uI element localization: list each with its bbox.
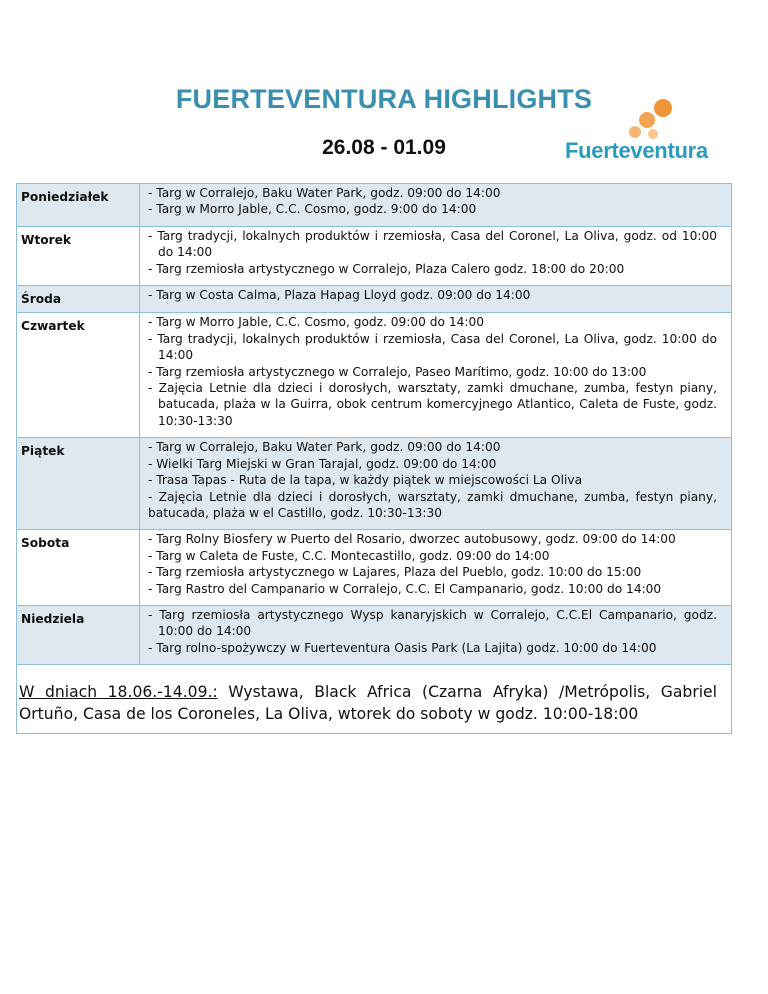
event-item: - Targ rzemiosła artystycznego w Corralejo, Paseo Marítimo, godz. 10:00 do 13:00 (148, 364, 647, 379)
weekly-schedule (16, 183, 732, 734)
event-item: - Targ Rastro del Campanario w Corralejo, C.C. El Campanario, godz. 10:00 do 14:00 (148, 581, 662, 596)
event-item: - Targ Rolny Biosfery w Puerto del Rosario, dworzec autobusowy, godz. 09:00 do 14:00 (148, 532, 676, 547)
event-item: - Targ tradycji, lokalnych produktów i rzemiosła, Casa del Coronel, La Oliva, godz. 10:00 do 14:00 (148, 331, 717, 363)
day-name: Wtorek (17, 226, 140, 285)
event-item: - Targ rzemiosła artystycznego Wysp kanaryjskich w Corralejo, C.C.El Campanario, godz. 10:00 do 14:00 (148, 607, 717, 639)
day-name: Niedziela (17, 605, 140, 664)
day-row (17, 530, 732, 606)
logo-wordmark: Fuerteventura (565, 138, 708, 163)
event-item: - Zajęcia Letnie dla dzieci i dorosłych, warsztaty, zamki dmuchane, zumba, festyn piany, batucada, plaża w el Castillo, godz. 10:30-13:30 (148, 489, 717, 520)
logo-dots-icon (623, 96, 679, 142)
day-name: Czwartek (17, 313, 140, 438)
exhibition-dates: W dniach 18.06.-14.09.: (19, 683, 218, 702)
day-events (140, 184, 732, 227)
day-events (140, 605, 732, 664)
event-item: - Zajęcia Letnie dla dzieci i dorosłych, warsztaty, zamki dmuchane, zumba, festyn piany, batucada, plaża w la Guirra, obok centrum komercyjnego Atlantico, Caleta de Fuste, godz. 10:30-13:30 (148, 381, 717, 428)
exhibition-note (17, 665, 732, 734)
day-row (17, 286, 732, 313)
event-item: - Targ w Caleta de Fuste, C.C. Montecastillo, godz. 09:00 do 14:00 (148, 548, 550, 563)
event-item: - Targ rzemiosła artystycznego w Corralejo, Plaza Calero godz. 18:00 do 20:00 (148, 261, 625, 276)
day-row (17, 438, 732, 530)
day-row (17, 226, 732, 285)
date-range: 26.08 - 01.09 (322, 136, 446, 159)
day-row (17, 313, 732, 438)
event-item: - Targ w Corralejo, Baku Water Park, godz. 09:00 do 14:00 (148, 440, 501, 455)
day-row (17, 184, 732, 227)
page-title: FUERTEVENTURA HIGHLIGHTS (175, 84, 593, 114)
day-name: Poniedziałek (17, 184, 140, 227)
day-name: Sobota (17, 530, 140, 606)
event-item: - Targ tradycji, lokalnych produktów i rzemiosła, Casa del Coronel, La Oliva, godz. od 10:00 do 14:00 (148, 228, 717, 260)
day-events (140, 226, 732, 285)
event-item: - Targ rolno-spożywczy w Fuerteventura Oasis Park (La Lajita) godz. 10:00 do 14:00 (148, 640, 657, 655)
event-item: - Targ w Costa Calma, Plaza Hapag Lloyd godz. 09:00 do 14:00 (148, 288, 531, 303)
day-name: Piątek (17, 438, 140, 530)
event-item: - Targ rzemiosła artystycznego w Lajares, Plaza del Pueblo, godz. 10:00 do 15:00 (148, 565, 642, 580)
day-name: Środa (17, 286, 140, 313)
exhibition-text: Wystawa, Black Africa (Czarna Afryka) /Metrópolis, Gabriel Ortuño, Casa de los Coroneles, La Oliva, wtorek do soboty w godz. 10:00-18:00 (19, 683, 717, 724)
event-item: - Targ w Corralejo, Baku Water Park, godz. 09:00 do 14:00 (148, 186, 501, 200)
event-item: - Targ w Morro Jable, C.C. Cosmo, godz. 9:00 do 14:00 (148, 202, 477, 217)
day-events (140, 313, 732, 438)
day-events (140, 530, 732, 606)
exhibition-note-row (17, 665, 732, 734)
day-events (140, 438, 732, 530)
day-events (140, 286, 732, 313)
event-item: - Targ w Morro Jable, C.C. Cosmo, godz. 09:00 do 14:00 (148, 315, 484, 330)
fuerteventura-logo (565, 96, 730, 168)
event-item: - Wielki Targ Miejski w Gran Tarajal, godz. 09:00 do 14:00 (148, 456, 497, 471)
day-row (17, 605, 732, 664)
event-item: - Trasa Tapas - Ruta de la tapa, w każdy piątek w miejscowości La Oliva (148, 473, 583, 488)
